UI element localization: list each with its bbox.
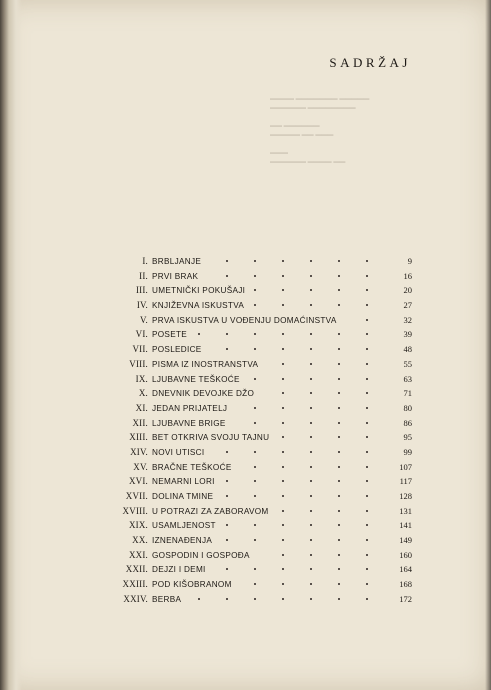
toc-leader-dots (168, 359, 378, 373)
toc-page-number: 48 (403, 344, 412, 355)
toc-page-number: 131 (399, 505, 412, 516)
toc-entry (68, 564, 412, 579)
toc-chapter-number: I. (142, 256, 148, 266)
toc-leader-dots (168, 300, 378, 314)
toc-leader-dots (168, 579, 378, 593)
toc-chapter-number: VIII. (129, 358, 148, 369)
toc-chapter-number: XXII. (125, 564, 148, 575)
toc-chapter-number: XVI. (128, 476, 148, 487)
toc-chapter-title: BERBA (152, 594, 182, 604)
toc-leader-dots (168, 476, 378, 490)
toc-chapter-title: DNEVNIK DEVOJKE DŽO (152, 389, 255, 399)
toc-chapter-number: VII. (132, 344, 148, 355)
toc-leader-dots (168, 403, 378, 417)
toc-chapter-number: XIX. (128, 520, 148, 531)
book-gutter-shadow (0, 0, 22, 690)
toc-entry (68, 535, 412, 550)
toc-leader-dots (168, 374, 378, 388)
toc-chapter-title: BET OTKRIVA SVOJU TAJNU (152, 433, 270, 443)
toc-chapter-title: DEJZI I DEMI (152, 565, 206, 575)
toc-chapter-title: DOLINA TMINE (152, 492, 214, 501)
table-of-contents (68, 256, 412, 609)
toc-leader-dots (168, 535, 378, 549)
toc-chapter-number: XXIV. (123, 593, 148, 604)
toc-leader-dots (168, 388, 378, 402)
toc-leader-dots (168, 550, 378, 564)
toc-chapter-number: XVIII. (122, 505, 148, 516)
toc-leader-dots (168, 520, 378, 534)
toc-entry (68, 462, 412, 477)
page-edge-shadow (485, 0, 491, 690)
toc-leader-dots (168, 256, 378, 270)
toc-chapter-title: POSLEDICE (152, 345, 202, 355)
toc-page-number: 141 (399, 520, 412, 531)
toc-page-number: 149 (399, 535, 412, 546)
toc-entry (68, 388, 412, 403)
toc-chapter-title: IZNENAĐENJA (152, 536, 213, 546)
toc-entry (68, 344, 412, 359)
toc-page-number: 63 (403, 373, 412, 384)
toc-chapter-title: POD KIŠOBRANOM (152, 580, 232, 590)
toc-page-number: 32 (403, 314, 412, 325)
toc-leader-dots (168, 285, 378, 299)
toc-chapter-number: III. (135, 285, 148, 296)
toc-entry (68, 374, 412, 389)
toc-entry (68, 359, 412, 374)
toc-chapter-number: XXIII. (122, 579, 148, 590)
toc-leader-dots (168, 594, 378, 608)
toc-chapter-title: GOSPODIN I GOSPOĐA (152, 550, 250, 560)
toc-entry (68, 418, 412, 433)
toc-page-number: 80 (403, 402, 412, 413)
toc-leader-dots (168, 432, 378, 446)
toc-entry (68, 476, 412, 491)
toc-entry (68, 432, 412, 447)
toc-chapter-title: UMETNIČKI POKUŠAJI (152, 286, 246, 296)
toc-page-number: 86 (403, 417, 412, 428)
toc-entry (68, 550, 412, 565)
toc-chapter-number: XXI. (128, 549, 148, 560)
toc-chapter-title: JEDAN PRIJATELJ (152, 403, 228, 413)
toc-page-number: 99 (403, 446, 412, 457)
toc-page-number: 95 (403, 432, 412, 443)
toc-page-number: 39 (403, 329, 412, 340)
toc-chapter-title: NEMARNI LORI (152, 477, 215, 487)
toc-chapter-number: XIV. (130, 446, 148, 457)
toc-page-number: 27 (403, 300, 412, 311)
toc-page-number: 9 (407, 256, 412, 266)
toc-chapter-title: BRAČNE TEŠKOĆE (152, 462, 232, 472)
toc-chapter-number: X. (138, 388, 148, 399)
toc-page-number: 16 (403, 270, 412, 281)
toc-chapter-title: PISMA IZ INOSTRANSTVA (152, 359, 259, 369)
toc-chapter-title: NOVI UTISCI (152, 447, 205, 457)
toc-page-number: 20 (403, 285, 412, 296)
toc-chapter-number: XX. (132, 535, 148, 546)
toc-leader-dots (168, 462, 378, 476)
toc-leader-dots (168, 344, 378, 358)
toc-entry (68, 315, 412, 330)
toc-chapter-title: LJUBAVNE BRIGE (152, 418, 226, 428)
toc-leader-dots (168, 418, 378, 432)
toc-leader-dots (168, 271, 378, 285)
toc-entry (68, 285, 412, 300)
bleed-through-text: ▬▬▬▬ ▬▬▬▬▬▬▬ ▬▬▬▬▬ ▬▬▬▬▬▬ ▬▬▬▬▬▬▬▬ ▬▬ ▬▬▬▬▬▬ ▬▬▬▬▬ ▬▬ ▬▬▬ ▬▬▬ ▬▬▬▬▬▬ ▬▬▬▬ ▬▬ (270, 96, 370, 165)
toc-leader-dots (168, 329, 378, 343)
toc-chapter-number: XI. (135, 402, 148, 413)
toc-chapter-number: IX. (135, 373, 148, 384)
toc-chapter-title: PRVI BRAK (152, 271, 199, 281)
toc-leader-dots (168, 447, 378, 461)
toc-leader-dots (168, 564, 378, 578)
toc-chapter-title: KNJIŽEVNA ISKUSTVA (152, 301, 245, 311)
toc-chapter-title: POSETE (152, 330, 188, 340)
toc-chapter-title: LJUBAVNE TEŠKOĆE (152, 374, 240, 384)
toc-chapter-title: U POTRAZI ZA ZABORAVOM (152, 506, 269, 516)
toc-chapter-number: XIII. (129, 432, 148, 443)
toc-entry (68, 491, 412, 506)
toc-chapter-title: BRBLJANJE (152, 257, 202, 266)
toc-entry (68, 403, 412, 418)
toc-entry (68, 271, 412, 286)
toc-leader-dots (168, 491, 378, 505)
toc-chapter-title: PRVA ISKUSTVA U VOĐENJU DOMAĆINSTVA (152, 315, 337, 325)
toc-entry (68, 594, 412, 609)
toc-chapter-number: XII. (132, 417, 148, 428)
toc-page-number: 107 (399, 461, 412, 472)
toc-chapter-title: USAMLJENOST (152, 521, 216, 531)
toc-chapter-number: V. (140, 314, 148, 325)
toc-entry (68, 256, 412, 271)
toc-page-number: 172 (399, 593, 412, 604)
toc-chapter-number: XVII. (125, 491, 148, 501)
toc-entry (68, 520, 412, 535)
toc-leader-dots (168, 315, 378, 329)
toc-leader-dots (168, 506, 378, 520)
toc-page-number: 168 (399, 579, 412, 590)
toc-chapter-number: XV. (133, 461, 148, 472)
toc-entry (68, 447, 412, 462)
toc-chapter-number: II. (139, 270, 148, 281)
toc-page-number: 160 (399, 549, 412, 560)
toc-entry (68, 579, 412, 594)
toc-page-number: 164 (399, 564, 412, 575)
toc-page-number: 117 (399, 476, 412, 487)
toc-page-number: 71 (403, 388, 412, 399)
toc-chapter-number: VI. (135, 329, 148, 340)
toc-entry (68, 300, 412, 315)
toc-entry (68, 506, 412, 521)
page-title: SADRŽAJ (329, 55, 411, 70)
toc-page-number: 128 (399, 491, 412, 501)
toc-entry (68, 329, 412, 344)
toc-chapter-number: IV. (136, 300, 148, 311)
toc-page-number: 55 (403, 358, 412, 369)
